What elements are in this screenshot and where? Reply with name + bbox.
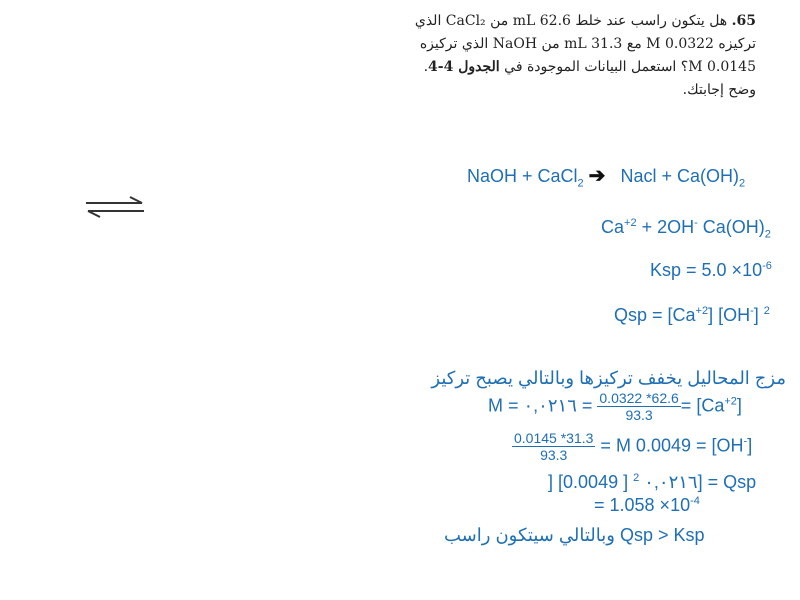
ca-concentration: = ٠,٠٢١٦ = M $\frac{0.0322 *62.6}{93.3}$ = $[Ca^{+2}]$ bbox=[488, 390, 742, 423]
right-arrow-icon: ➔ bbox=[588, 165, 606, 187]
oh-concentration: $\frac{0.0145 *31.3}{93.3}$ = M 0.0049 = [OH-] bbox=[514, 430, 753, 463]
ca-fraction: $\frac{0.0322 *62.6}{93.3}$ bbox=[599, 390, 679, 423]
question-number: 65. bbox=[731, 13, 756, 29]
reaction-equation: NaOH + CaCl$_2$ ➔ Nacl + $Ca(OH)_2$ bbox=[467, 165, 746, 190]
ionic-equation: $Ca^{+2} + 2OH^-$ $Ca(OH)_2$ bbox=[601, 217, 771, 241]
equilibrium-arrow-icon bbox=[84, 194, 146, 220]
qsp-result: = $1.058 \times 10^{-4}$ bbox=[594, 495, 700, 515]
question-line-1: 65. هل يتكون راسب عند خلط 62.6 mL من CaCl₂ الذي bbox=[414, 13, 756, 29]
question-line-2: تركيزه 0.0322 M مع 31.3 mL من NaOH الذي تركيزه bbox=[419, 36, 756, 52]
qsp-expression: Qsp = $[Ca^{+2}]$ [OH-] $^2$ bbox=[614, 305, 770, 325]
conclusion: وبالتالي سيتكون راسب Qsp > Ksp bbox=[444, 525, 705, 545]
oh-fraction: $\frac{0.0145 *31.3}{93.3}$ bbox=[514, 430, 594, 463]
question-line-4: وضح إجابتك. bbox=[682, 82, 756, 98]
qsp-substitution: ] [0.0049 ] $^2$ Qsp = [٠,٠٢١٦ bbox=[548, 472, 757, 492]
ksp-value: Ksp = $5.0 \times 10^{-6}$ bbox=[650, 260, 772, 280]
dilution-note: مزج المحاليل يخفف تركيزها وبالتالي يصبح تركيز bbox=[431, 368, 786, 388]
question-line-3: 0.0145 M؟ استعمل البيانات الموجودة في الجدول 4-4. bbox=[423, 59, 756, 75]
